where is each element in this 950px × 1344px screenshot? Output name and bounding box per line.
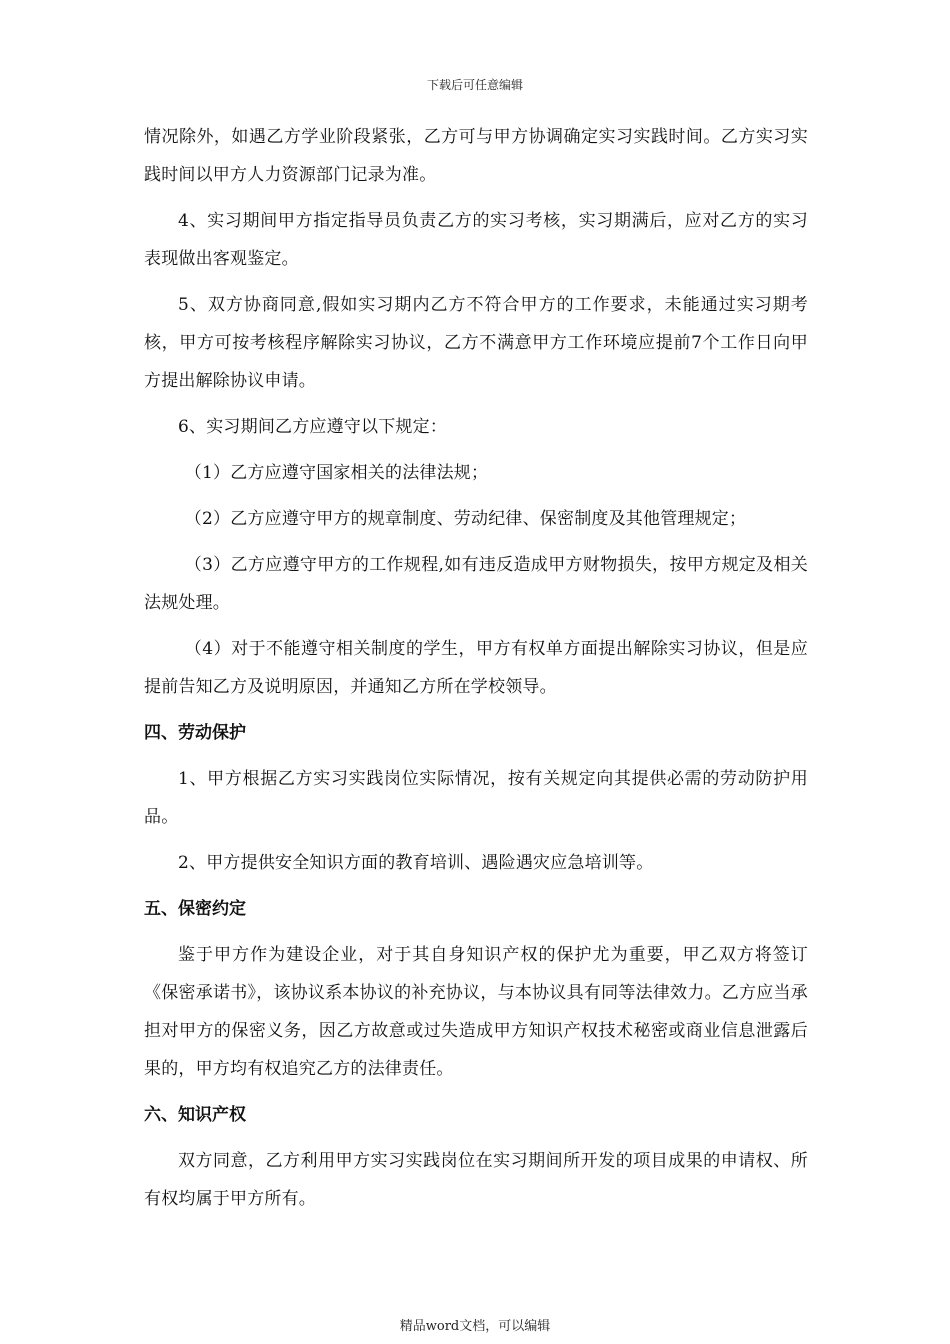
clause-5: 5、双方协商同意,假如实习期内乙方不符合甲方的工作要求，未能通过实习期考核，甲方可按考核程序解除实习协议，乙方不满意甲方工作环境应提前7个工作日向甲方提出解除协议申请。	[144, 295, 808, 391]
paragraph-continuation: 情况除外，如遇乙方学业阶段紧张，乙方可与甲方协调确定实习实践时间。乙方实习实践时间以甲方人力资源部门记录为准。	[144, 127, 808, 185]
page-header: 下载后可任意编辑	[426, 78, 523, 92]
section-heading-intellectual-property: 六、知识产权	[144, 1105, 246, 1125]
document-body	[144, 118, 808, 1226]
clause-6-item-1: （1）乙方应遵守国家相关的法律法规；	[184, 463, 489, 483]
clause-6: 6、实习期间乙方应遵守以下规定：	[178, 417, 448, 437]
labor-protection-clause-2: 2、甲方提供安全知识方面的教育培训、遇险遇灾应急培训等。	[178, 853, 654, 873]
section-heading-labor-protection: 四、劳动保护	[144, 723, 246, 743]
clause-6-item-2: （2）乙方应遵守甲方的规章制度、劳动纪律、保密制度及其他管理规定；	[184, 509, 747, 529]
section-heading-confidentiality: 五、保密约定	[144, 899, 246, 919]
labor-protection-clause-1: 1、甲方根据乙方实习实践岗位实际情况，按有关规定向其提供必需的劳动防护用品。	[144, 769, 808, 827]
confidentiality-paragraph: 鉴于甲方作为建设企业，对于其自身知识产权的保护尤为重要，甲乙双方将签订《保密承诺书》，该协议系本协议的补充协议，与本协议具有同等法律效力。乙方应当承担对甲方的保密义务，因乙方故意或过失造成甲方知识产权技术秘密或商业信息泄露后果的，甲方均有权追究乙方的法律责任。	[144, 945, 808, 1079]
page-footer: 精品word文档，可以编辑	[399, 1319, 551, 1334]
intellectual-property-paragraph: 双方同意，乙方利用甲方实习实践岗位在实习期间所开发的项目成果的申请权、所有权均属于甲方所有。	[144, 1151, 808, 1209]
clause-4: 4、实习期间甲方指定指导员负责乙方的实习考核，实习期满后，应对乙方的实习表现做出客观鉴定。	[144, 211, 808, 269]
clause-6-item-4: （4）对于不能遵守相关制度的学生，甲方有权单方面提出解除实习协议，但是应提前告知乙方及说明原因，并通知乙方所在学校领导。	[144, 639, 808, 697]
clause-6-item-3: （3）乙方应遵守甲方的工作规程,如有违反造成甲方财物损失，按甲方规定及相关法规处理。	[144, 555, 808, 613]
